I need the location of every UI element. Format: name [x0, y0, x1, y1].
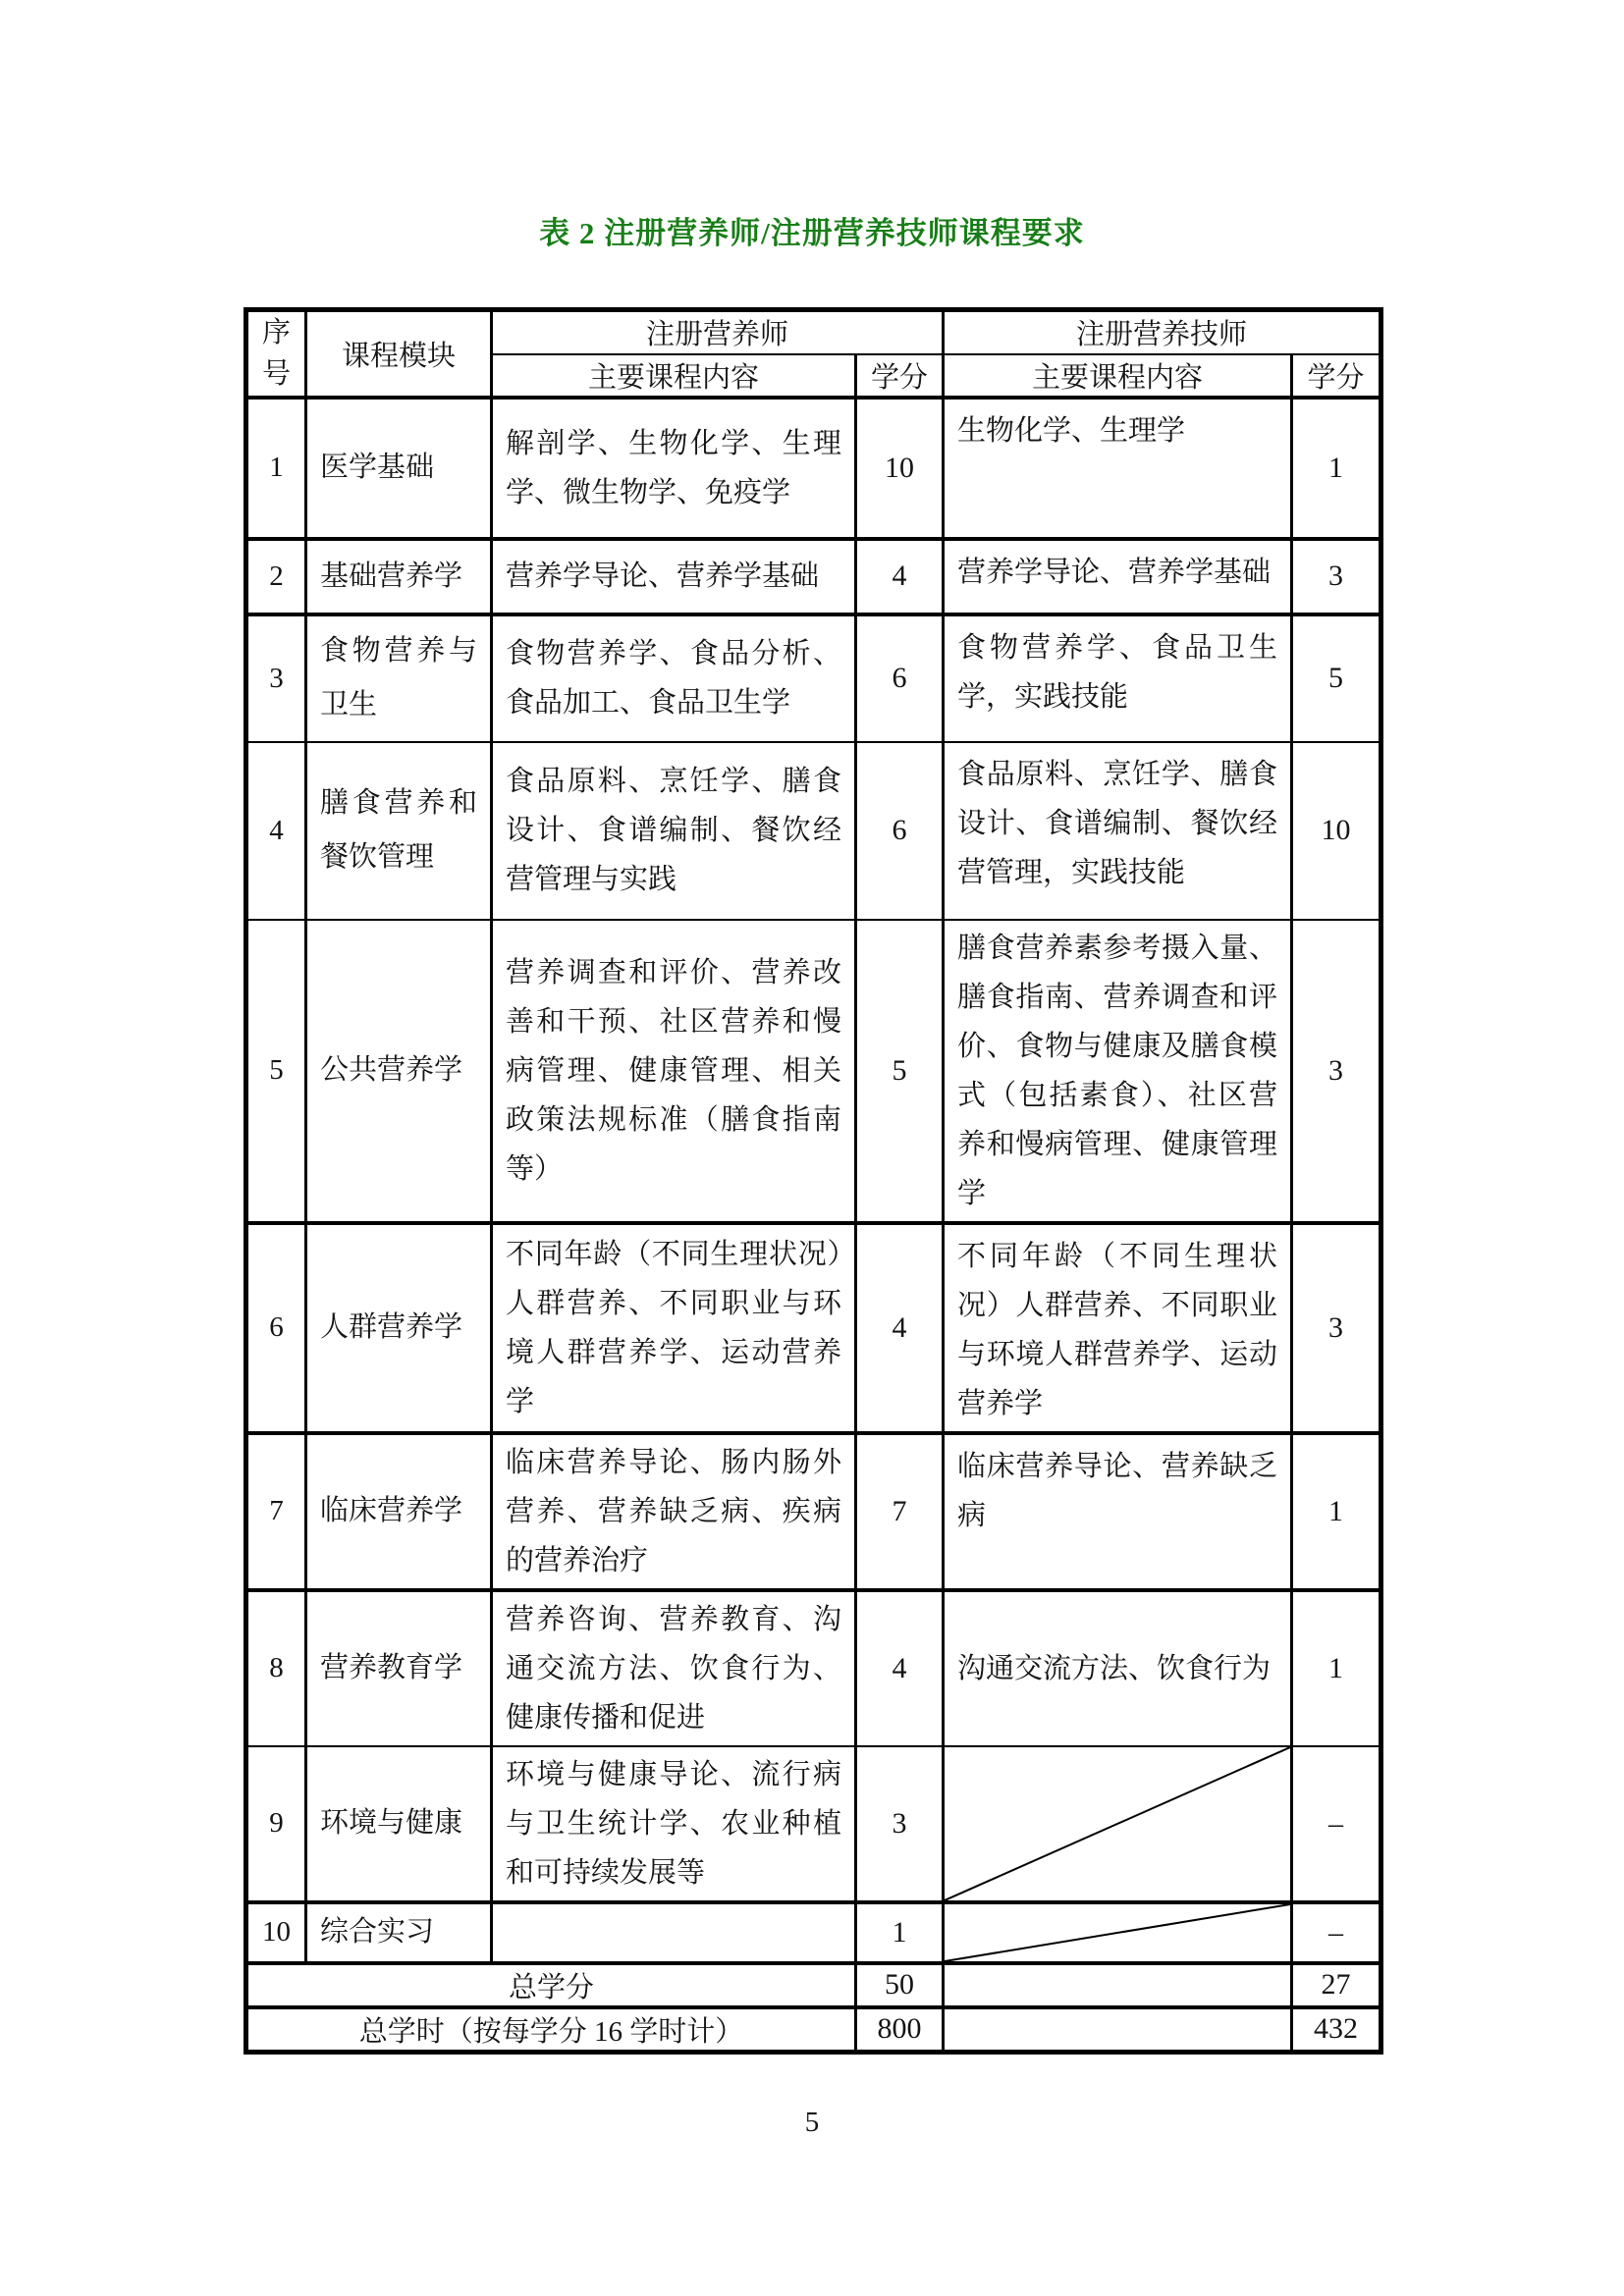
rd-credits-cell: 1 [856, 1902, 944, 1963]
page-title: 表 2 注册营养师/注册营养技师课程要求 [539, 216, 1085, 250]
module-cell: 营养教育学 [306, 1590, 492, 1746]
tech-content-cell: 不同年龄（不同生理状况）人群营养、不同职业与环境人群营养学、运动营养学 [944, 1223, 1292, 1433]
summary-label: 总学分 [246, 1963, 856, 2007]
rd-credits-cell: 4 [856, 539, 944, 614]
tech-credits-cell: 1 [1292, 398, 1381, 539]
rd-credits-cell: 3 [856, 1746, 944, 1902]
table-row [246, 1433, 1381, 1590]
header-tech-content: 主要课程内容 [944, 354, 1292, 398]
header-module: 课程模块 [306, 310, 492, 398]
page-number: 5 [804, 2107, 820, 2138]
na-diagonal [945, 1747, 1290, 1900]
tech-content-cell: 沟通交流方法、饮食行为 [944, 1590, 1292, 1746]
tech-content-cell [944, 1902, 1292, 1963]
table-row [246, 1902, 1381, 1963]
seq-cell: 8 [246, 1590, 306, 1746]
seq-cell: 3 [246, 614, 306, 742]
header-tech-credits: 学分 [1292, 354, 1381, 398]
seq-cell: 5 [246, 920, 306, 1223]
tech-credits-cell: 1 [1292, 1590, 1381, 1746]
rd-content-cell: 营养学导论、营养学基础 [492, 539, 856, 614]
module-cell: 综合实习 [306, 1902, 492, 1963]
tech-credits-cell: 1 [1292, 1433, 1381, 1590]
module-cell: 食物营养与卫生 [306, 614, 492, 742]
rd-content-cell: 解剖学、生物化学、生理学、微生物学、免疫学 [492, 398, 856, 539]
rd-content-cell: 营养咨询、营养教育、沟通交流方法、饮食行为、健康传播和促进 [492, 1590, 856, 1746]
rd-credits-cell: 6 [856, 742, 944, 920]
tech-content-cell: 膳食营养素参考摄入量、膳食指南、营养调查和评价、食物与健康及膳食模式（包括素食）、社区营养和慢病管理、健康管理学 [944, 920, 1292, 1223]
seq-cell: 6 [246, 1223, 306, 1433]
tech-content-cell: 生物化学、生理学 [944, 398, 1292, 539]
module-cell: 公共营养学 [306, 920, 492, 1223]
table-row [246, 614, 1381, 742]
header-rd-content: 主要课程内容 [492, 354, 856, 398]
tech-credits-cell: – [1292, 1902, 1381, 1963]
table-row [246, 539, 1381, 614]
tech-credits-cell: 27 [1292, 1963, 1381, 2007]
header-group-rd: 注册营养师 [492, 310, 944, 354]
rd-content-cell: 环境与健康导论、流行病与卫生统计学、农业种植和可持续发展等 [492, 1746, 856, 1902]
rd-credits-cell: 7 [856, 1433, 944, 1590]
module-cell: 环境与健康 [306, 1746, 492, 1902]
tech-credits-cell: 3 [1292, 1223, 1381, 1433]
seq-cell: 9 [246, 1746, 306, 1902]
summary-label: 总学时（按每学分 16 学时计） [246, 2007, 856, 2053]
tech-content-cell [944, 1963, 1292, 2007]
module-cell: 基础营养学 [306, 539, 492, 614]
seq-cell: 10 [246, 1902, 306, 1963]
tech-credits-cell: – [1292, 1746, 1381, 1902]
rd-credits-cell: 50 [856, 1963, 944, 2007]
tech-credits-cell: 5 [1292, 614, 1381, 742]
rd-content-cell: 营养调查和评价、营养改善和干预、社区营养和慢病管理、健康管理、相关政策法规标准（膳食指南等） [492, 920, 856, 1223]
seq-cell: 7 [246, 1433, 306, 1590]
rd-credits-cell: 10 [856, 398, 944, 539]
table-row [246, 398, 1381, 539]
rd-credits-cell: 6 [856, 614, 944, 742]
rd-credits-cell: 4 [856, 1223, 944, 1433]
header-seq: 序号 [246, 310, 306, 398]
table-row [246, 920, 1381, 1223]
summary-row-total-credits [246, 1963, 1381, 2007]
seq-cell: 1 [246, 398, 306, 539]
seq-cell: 4 [246, 742, 306, 920]
rd-credits-cell: 800 [856, 2007, 944, 2053]
rd-credits-cell: 5 [856, 920, 944, 1223]
rd-content-cell: 不同年龄（不同生理状况）人群营养、不同职业与环境人群营养学、运动营养学 [492, 1223, 856, 1433]
rd-credits-cell: 4 [856, 1590, 944, 1746]
tech-content-cell [944, 2007, 1292, 2053]
na-diagonal [945, 1904, 1290, 1961]
tech-credits-cell: 432 [1292, 2007, 1381, 2053]
tech-content-cell: 临床营养导论、营养缺乏病 [944, 1433, 1292, 1590]
seq-cell: 2 [246, 539, 306, 614]
rd-content-cell [492, 1902, 856, 1963]
tech-credits-cell: 3 [1292, 539, 1381, 614]
module-cell: 医学基础 [306, 398, 492, 539]
rd-content-cell: 食物营养学、食品分析、食品加工、食品卫生学 [492, 614, 856, 742]
course-requirements-table [244, 307, 1383, 2055]
tech-content-cell: 食物营养学、食品卫生学，实践技能 [944, 614, 1292, 742]
tech-content-cell: 营养学导论、营养学基础 [944, 539, 1292, 614]
module-cell: 人群营养学 [306, 1223, 492, 1433]
table-row [246, 1746, 1381, 1902]
header-rd-credits: 学分 [856, 354, 944, 398]
tech-credits-cell: 10 [1292, 742, 1381, 920]
tech-content-cell: 食品原料、烹饪学、膳食设计、食谱编制、餐饮经营管理，实践技能 [944, 742, 1292, 920]
tech-content-cell [944, 1746, 1292, 1902]
rd-content-cell: 临床营养导论、肠内肠外营养、营养缺乏病、疾病的营养治疗 [492, 1433, 856, 1590]
table-row [246, 1223, 1381, 1433]
header-row-groups [246, 310, 1381, 354]
tech-credits-cell: 3 [1292, 920, 1381, 1223]
module-cell: 膳食营养和餐饮管理 [306, 742, 492, 920]
module-cell: 临床营养学 [306, 1433, 492, 1590]
summary-row-total-hours [246, 2007, 1381, 2053]
table-row [246, 1590, 1381, 1746]
header-group-tech: 注册营养技师 [944, 310, 1381, 354]
table-row [246, 742, 1381, 920]
rd-content-cell: 食品原料、烹饪学、膳食设计、食谱编制、餐饮经营管理与实践 [492, 742, 856, 920]
